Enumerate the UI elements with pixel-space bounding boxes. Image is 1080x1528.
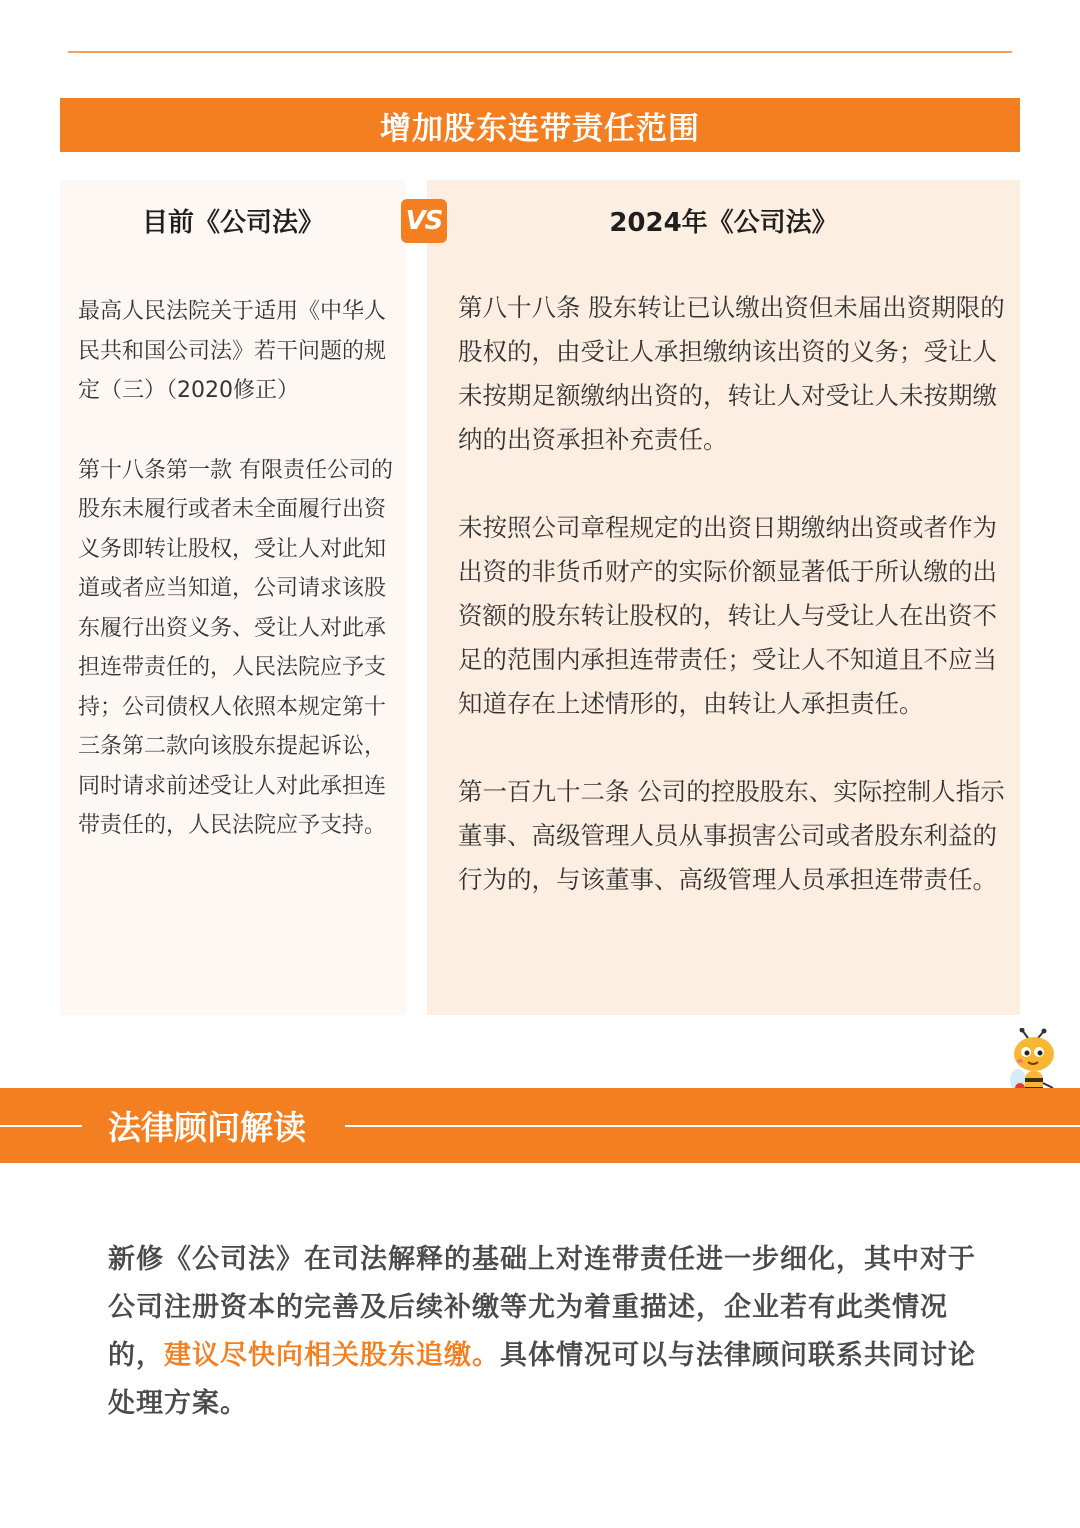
summary-highlight: 建议尽快向相关股东追缴。 — [164, 1340, 500, 1371]
section-line-right — [345, 1125, 1080, 1127]
advisor-summary — [108, 1236, 988, 1428]
current-law-paragraph: 第十八条第一款 有限责任公司的股东未履行或者未全面履行出资义务即转让股权，受让人对此知道或者应当知道，公司请求该股东履行出资义务、受让人对此承担连带责任的，人民法院应予支持；公司债权人依照本规定第十三条第二款向该股东提起诉讼，同时请求前述受让人对此承担连带责任的，人民法院应予支持。 — [78, 457, 393, 838]
current-law-heading: 目前《公司法》 — [141, 208, 324, 238]
new-law-column — [427, 180, 1020, 1015]
new-law-paragraph: 未按照公司章程规定的出资日期缴纳出资或者作为出资的非货币财产的实际价额显著低于所认缴的出资额的股东转让股权的，转让人与受让人在出资不足的范围内承担连带责任；受让人不知道且不应当知道存在上述情形的，由转让人承担责任。 — [458, 513, 997, 718]
page-title: 增加股东连带责任范围 — [380, 110, 700, 147]
new-law-heading: 2024年《公司法》 — [609, 208, 838, 238]
new-law-paragraph: 第八十八条 股东转让已认缴出资但未届出资期限的股权的，由受让人承担缴纳该出资的义务；受让人未按期足额缴纳出资的，转让人对受让人未按期缴纳的出资承担补充责任。 — [458, 293, 1005, 454]
current-law-paragraph: 最高人民法院关于适用《中华人民共和国公司法》若干问题的规定（三）（2020修正） — [78, 299, 387, 403]
new-law-paragraph: 第一百九十二条 公司的控股股东、实际控制人指示董事、高级管理人员从事损害公司或者股东利益的行为的，与该董事、高级管理人员承担连带责任。 — [458, 777, 1005, 894]
summary-text-end: 具体情况可以与法律顾问联系共同讨论处理方案。 — [108, 1340, 976, 1419]
current-law-body — [78, 292, 396, 886]
current-law-column — [60, 180, 406, 1015]
section-title: 法律顾问解读 — [108, 1108, 306, 1147]
vs-label: VS — [405, 206, 443, 236]
top-divider — [68, 51, 1012, 53]
vs-badge — [401, 199, 447, 243]
section-line-left — [0, 1125, 82, 1127]
section-header-bar — [0, 1088, 1080, 1163]
new-law-body — [458, 286, 1006, 946]
summary-text: 新修《公司法》在司法解释的基础上对连带责任进一步细化，其中对于公司注册资本的完善及后续补缴等尤为着重描述，企业若有此类情况的， — [108, 1244, 976, 1371]
page-title-bar — [60, 98, 1020, 152]
